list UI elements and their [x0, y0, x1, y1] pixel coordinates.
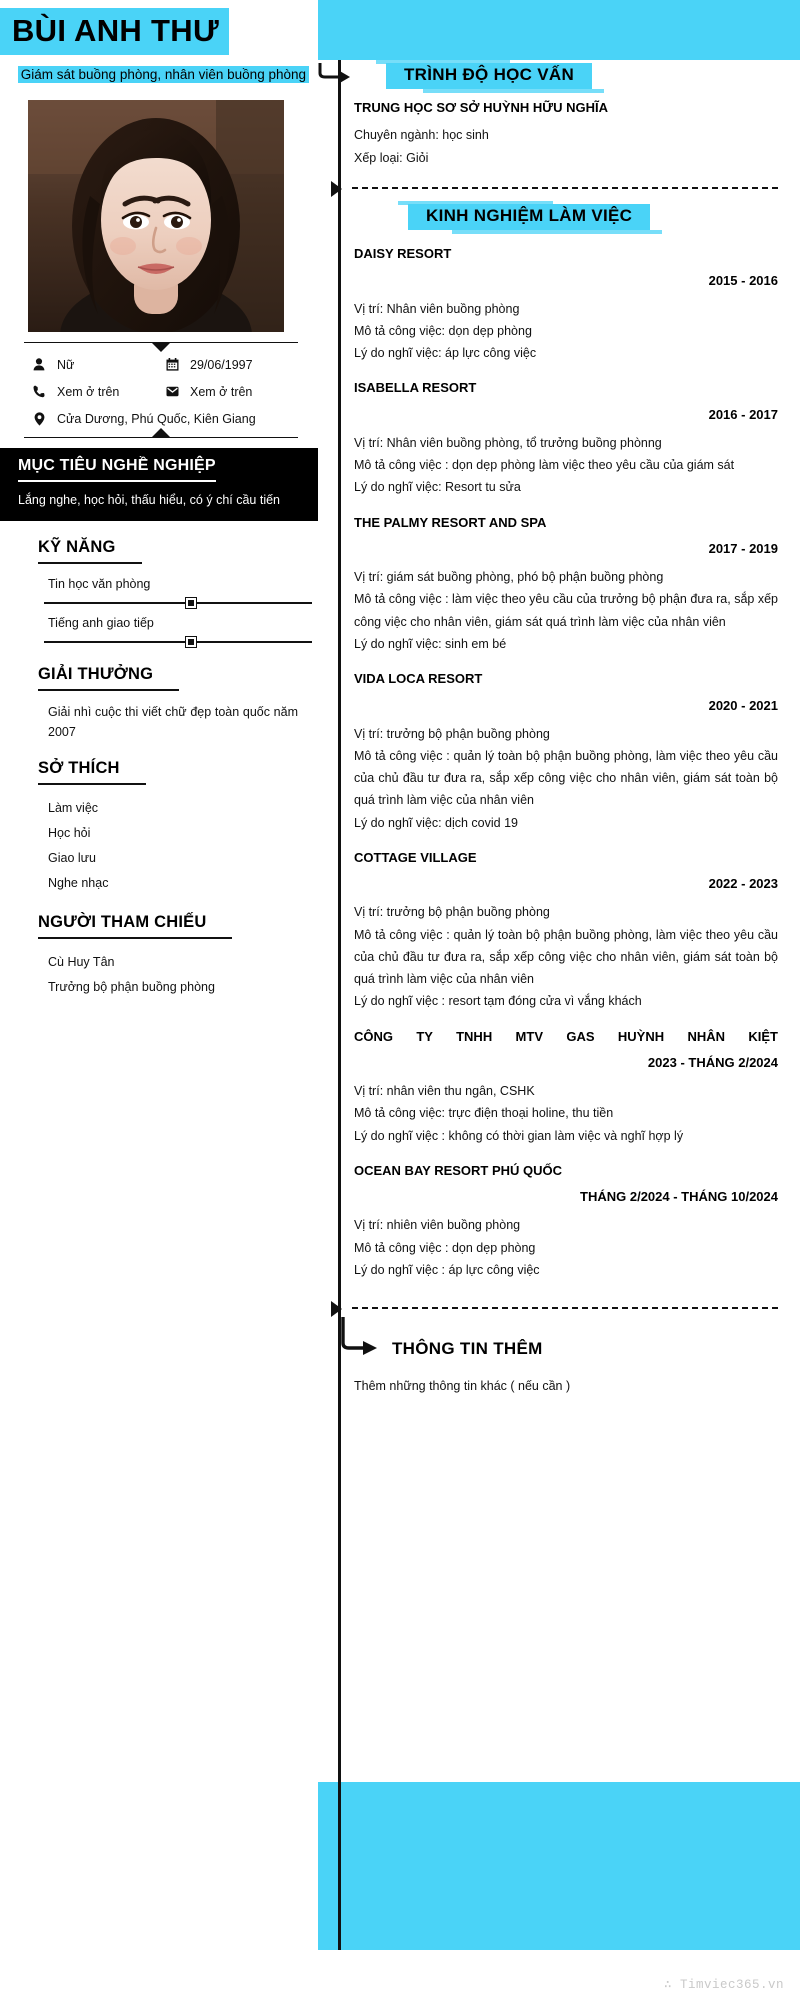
section-objective-title: MỤC TIÊU NGHỀ NGHIỆP: [18, 457, 216, 482]
contact-birthday: [165, 357, 294, 373]
skill-slider[interactable]: [44, 636, 312, 648]
skills-list: [38, 575, 298, 648]
education-school: TRUNG HỌC SƠ SỞ HUỲNH HỮU NGHĨA: [354, 100, 608, 115]
arrow-right-icon: [318, 61, 352, 91]
experience-org: COTTAGE VILLAGE: [354, 849, 477, 865]
person-icon: [32, 358, 46, 371]
section-hobbies: [38, 759, 298, 896]
experience-org: THE PALMY RESORT AND SPA: [354, 514, 547, 530]
experience-date: THÁNG 2/2024 - THÁNG 10/2024: [580, 1189, 778, 1205]
experience-org: OCEAN BAY RESORT PHÚ QUỐC: [354, 1162, 563, 1178]
section-experience-title-wrap: [414, 203, 644, 230]
section-skills-title: KỸ NĂNG: [38, 538, 142, 564]
list-item: Học hỏi: [48, 826, 91, 841]
experience-date: 2015 - 2016: [708, 272, 778, 288]
experience-description: Mô tả công việc : dọn dẹp phòng: [354, 1240, 536, 1255]
reference-role: Trưởng bộ phận buồng phòng: [48, 980, 215, 995]
contact-block: [24, 342, 298, 439]
skill-label: Tiếng anh giao tiếp: [48, 616, 154, 631]
experience-reason: Lý do nghĩ việc: dịch covid 19: [354, 815, 518, 830]
section-extra-title: THÔNG TIN THÊM: [392, 1339, 543, 1358]
contact-gender: [32, 357, 161, 373]
experience-body: [354, 1080, 778, 1147]
list-item: Làm việc: [48, 801, 99, 816]
triangle-right-icon: [331, 181, 342, 197]
skill-knob[interactable]: [185, 597, 197, 609]
experience-position: Vị trí: trưởng bộ phận buồng phòng: [354, 905, 550, 920]
section-awards: [38, 665, 298, 743]
experience-entry: [340, 244, 778, 364]
experience-org: CÔNG TY TNHH MTV GAS HUỲNH NHÂN KIỆT: [354, 1028, 778, 1044]
skill-row: [38, 575, 298, 609]
education-grade: Xếp loại: Giỏi: [354, 151, 429, 166]
experience-position: Vị trí: trưởng bộ phận buồng phòng: [354, 726, 550, 741]
skill-track-line: [44, 602, 312, 604]
experience-entry: [340, 513, 778, 656]
skill-track-line: [44, 641, 312, 643]
experience-description: Mô tả công việc : quản lý toàn bộ phận buồng phòng, làm việc theo yêu cầu của chủ đầu tư đưa ra, sắp xếp công việc cho nhân viên, giám sát toàn bộ quá trình làm việc của nhân viên: [354, 927, 778, 986]
contact-gender-value: Nữ: [57, 357, 75, 372]
right-column: [318, 0, 800, 2006]
divider-dashed: [352, 187, 778, 189]
list-item: Giao lưu: [48, 851, 96, 866]
candidate-job-title: Giám sát buồng phòng, nhân viên buồng phòng: [18, 66, 309, 83]
skill-row: [38, 614, 298, 648]
section-references-title: NGƯỜI THAM CHIẾU: [38, 913, 232, 939]
left-column: [0, 0, 318, 1000]
section-extra-head: [340, 1339, 778, 1359]
contact-address: [32, 411, 294, 427]
experience-body: [354, 566, 778, 655]
experience-date: 2020 - 2021: [708, 697, 778, 713]
avatar: [28, 100, 284, 332]
section-skills: [38, 538, 298, 648]
section-awards-title: GIẢI THƯỞNG: [38, 665, 179, 691]
triangle-down-icon: [152, 343, 170, 352]
triangle-right-icon: [331, 1301, 342, 1317]
contact-address-value: Cửa Dương, Phú Quốc, Kiên Giang: [57, 412, 256, 427]
experience-reason: Lý do nghĩ việc: sinh em bé: [354, 636, 507, 651]
mail-icon: [165, 386, 179, 397]
education-major: Chuyên ngành: học sinh: [354, 127, 489, 142]
phone-icon: [32, 385, 46, 398]
contact-email[interactable]: [165, 384, 294, 400]
divider-dashed: [352, 1307, 778, 1309]
section-experience-title: KINH NGHIỆM LÀM VIỆC: [426, 206, 633, 225]
experience-date: 2017 - 2019: [708, 541, 778, 556]
experience-position: Vị trí: nhiên viên buồng phòng: [354, 1218, 521, 1233]
contact-birthday-value: 29/06/1997: [190, 357, 253, 372]
skill-slider[interactable]: [44, 597, 312, 609]
section-education-title: TRÌNH ĐỘ HỌC VẤN: [404, 65, 575, 84]
award-text: Giải nhì cuộc thi viết chữ đẹp toàn quốc năm 2007: [48, 704, 298, 740]
experience-org: ISABELLA RESORT: [354, 380, 477, 396]
experience-entry: [340, 1161, 778, 1281]
triangle-up-icon: [152, 428, 170, 437]
section-extra-body: [340, 1376, 778, 1396]
contact-phone[interactable]: [32, 384, 161, 400]
section-hobbies-title: SỞ THÍCH: [38, 759, 146, 785]
section-objective: [0, 448, 318, 521]
experience-description: Mô tả công việc: trực điện thoại holine, thu tiền: [354, 1106, 614, 1121]
skill-knob[interactable]: [185, 636, 197, 648]
experience-description: Mô tả công việc : làm việc theo yêu cầu của trưởng bộ phận đưa ra, sắp xếp công việc cho nhân viên, giám sát quá trình làm việc của nhân viên: [354, 592, 778, 629]
experience-position: Vị trí: nhân viên thu ngân, CSHK: [354, 1084, 535, 1098]
location-icon: [32, 412, 46, 426]
experience-position: Vị trí: giám sát buồng phòng, phó bộ phận buồng phòng: [354, 570, 664, 584]
experience-body: [354, 1214, 778, 1281]
section-experience-head: [340, 203, 778, 230]
experience-entry: [340, 378, 778, 498]
education-lines: [354, 124, 778, 172]
experience-reason: Lý do nghĩ việc : áp lực công việc: [354, 1262, 540, 1277]
experience-position: Vị trí: Nhân viên buồng phòng, tổ trưởng buồng phònng: [354, 435, 662, 450]
experience-body: [354, 901, 778, 1012]
contact-phone-value: Xem ở trên: [57, 384, 120, 399]
experience-position: Vị trí: Nhân viên buồng phòng: [354, 301, 520, 316]
experience-description: Mô tả công việc : dọn dẹp phòng làm việc theo yêu cầu của giám sát: [354, 458, 735, 472]
experience-reason: Lý do nghĩ việc : resort tạm đóng cửa vì vắng khách: [354, 994, 642, 1009]
experience-description: Mô tả công việc : quản lý toàn bộ phận buồng phòng, làm việc theo yêu cầu của chủ đầu tư đưa ra, sắp xếp công việc cho nhân viên, giám sát toàn bộ quá trình làm việc của nhân viên: [354, 748, 778, 808]
references-list: [38, 950, 298, 1000]
accent-band-bottom: [318, 1782, 800, 1950]
arrow-corner-icon: [340, 1317, 380, 1361]
name-block: [0, 0, 318, 55]
extra-text: Thêm những thông tin khác ( nếu cần ): [354, 1379, 571, 1393]
experience-entry: [340, 1027, 778, 1147]
portrait-photo: [28, 100, 284, 332]
experience-org: VIDA LOCA RESORT: [354, 671, 483, 686]
experience-entry: [340, 669, 778, 834]
section-education-head: [340, 62, 778, 89]
watermark: ∴ Timviec365.vn: [663, 1978, 784, 1992]
list-item: Nghe nhạc: [48, 876, 109, 891]
experience-description: Mô tả công việc: dọn dẹp phòng: [354, 323, 532, 338]
experience-body: [354, 298, 778, 365]
experience-reason: Lý do nghĩ việc: Resort tu sửa: [354, 480, 521, 495]
education-entry: [340, 98, 778, 171]
awards-body: [38, 702, 298, 743]
experience-body: [354, 723, 778, 834]
experience-org: DAISY RESORT: [354, 246, 452, 261]
section-objective-text: Lắng nghe, học hỏi, thấu hiểu, có ý chí cầu tiến: [18, 493, 280, 508]
experience-reason: Lý do nghĩ việc : không có thời gian làm việc và nghĩ hợp lý: [354, 1128, 684, 1143]
job-title-wrap: [0, 64, 318, 86]
calendar-icon: [165, 358, 179, 371]
candidate-name: BÙI ANH THƯ: [0, 8, 229, 55]
contact-email-value: Xem ở trên: [190, 384, 253, 399]
experience-entry: [340, 848, 778, 1013]
section-references: [38, 913, 298, 1000]
section-education-title-wrap: [392, 62, 586, 89]
reference-name: Cù Huy Tân: [48, 955, 115, 970]
experience-reason: Lý do nghĩ việc: áp lực công việc: [354, 346, 537, 360]
skill-label: Tin học văn phòng: [48, 577, 151, 592]
right-content: [318, 0, 800, 1396]
experience-body: [354, 432, 778, 499]
experience-date: 2023 - THÁNG 2/2024: [647, 1055, 778, 1070]
experience-date: 2016 - 2017: [708, 406, 778, 422]
hobbies-list: [38, 796, 298, 896]
experience-date: 2022 - 2023: [708, 876, 778, 892]
